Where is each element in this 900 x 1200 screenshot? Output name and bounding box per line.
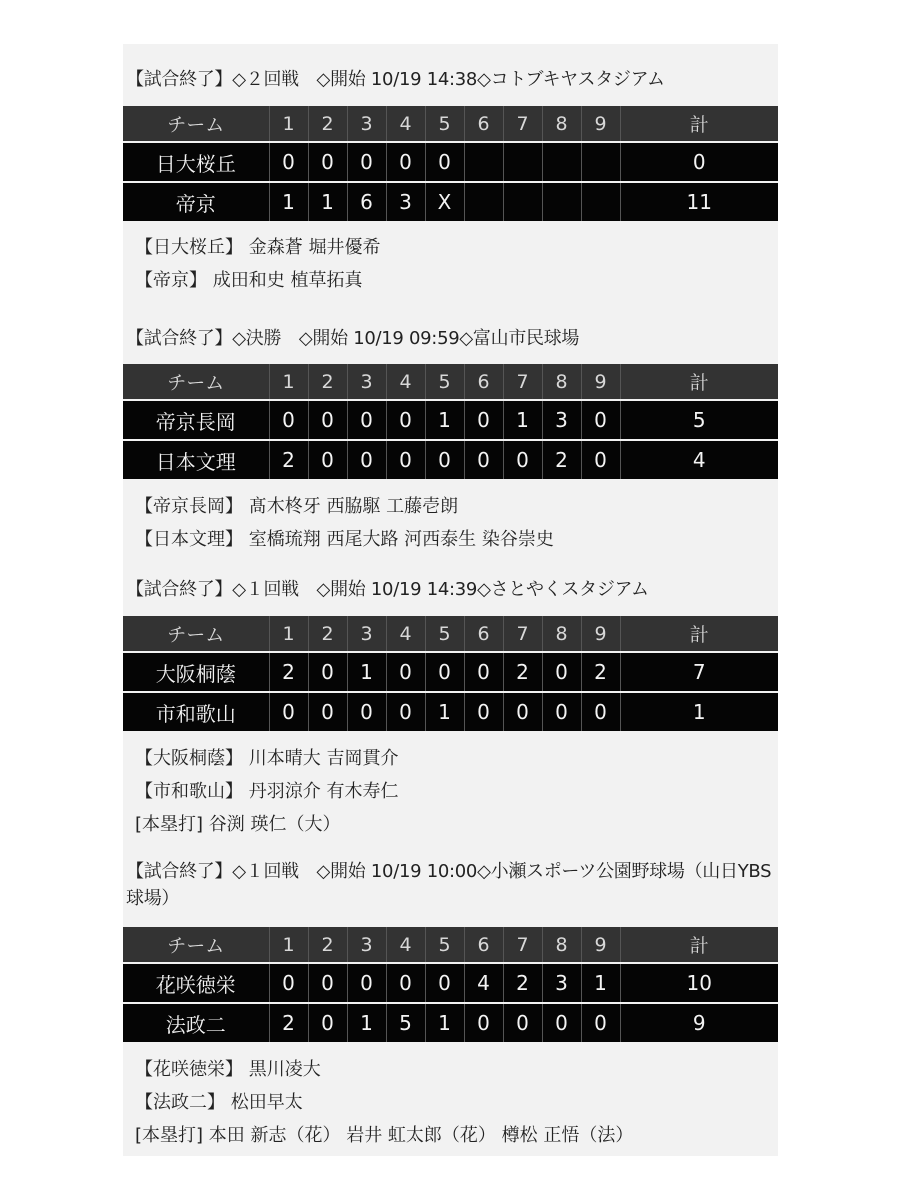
inning-score: 0: [425, 440, 464, 479]
inning-score: 2: [269, 440, 308, 479]
header-inning: 6: [464, 616, 503, 652]
game-header: 【試合終了】◇１回戦 ◇開始 10/19 10:00◇小瀬スポーツ公園野球場（山日YBS球場）: [126, 861, 772, 909]
total-score: 4: [620, 440, 778, 479]
inning-score: 0: [425, 652, 464, 692]
players-list: [123, 1053, 778, 1152]
header-total: 計: [620, 616, 778, 652]
inning-score: 0: [464, 400, 503, 440]
team-row: [123, 692, 778, 731]
inning-score: 0: [308, 400, 347, 440]
inning-score: 0: [308, 142, 347, 182]
team-name: 大阪桐蔭: [123, 652, 269, 692]
players-line: [本塁打] 本田 新志（花） 岩井 虹太郎（花） 樽松 正悟（法）: [135, 1125, 634, 1146]
header-inning: 1: [269, 106, 308, 142]
inning-score: 1: [581, 963, 620, 1003]
inning-score: 0: [347, 692, 386, 731]
inning-score: 0: [386, 142, 425, 182]
inning-score: 0: [581, 1003, 620, 1042]
header-team: チーム: [123, 364, 269, 400]
team-row: [123, 963, 778, 1003]
header-inning: 7: [503, 106, 542, 142]
team-name: 市和歌山: [123, 692, 269, 731]
players-line: 【市和歌山】 丹羽涼介 有木寿仁: [135, 781, 399, 802]
inning-score: 5: [386, 1003, 425, 1042]
team-row: [123, 440, 778, 479]
inning-score: 0: [386, 440, 425, 479]
header-inning: 6: [464, 927, 503, 963]
header-inning: 4: [386, 616, 425, 652]
inning-score: 0: [581, 692, 620, 731]
team-row: [123, 400, 778, 440]
header-inning: 2: [308, 616, 347, 652]
header-inning: 8: [542, 364, 581, 400]
inning-score: X: [425, 182, 464, 221]
game-card: [123, 325, 778, 352]
scoreboard-header-row: [123, 364, 778, 400]
header-inning: 4: [386, 364, 425, 400]
players-line: 【法政二】 松田早太: [135, 1092, 303, 1113]
inning-score: 0: [347, 440, 386, 479]
inning-score: 1: [269, 182, 308, 221]
team-row: [123, 182, 778, 221]
inning-score: 0: [308, 440, 347, 479]
players-list: [123, 231, 778, 297]
game-header: 【試合終了】◇決勝 ◇開始 10/19 09:59◇富山市民球場: [126, 328, 580, 349]
total-score: 10: [620, 963, 778, 1003]
header-inning: 6: [464, 106, 503, 142]
game-card: [123, 858, 778, 912]
scoreboard-table: [123, 106, 778, 221]
players-line: 【大阪桐蔭】 川本晴大 吉岡貫介: [135, 748, 399, 769]
scores-panel: [123, 44, 778, 1156]
game-header: 【試合終了】◇１回戦 ◇開始 10/19 14:39◇さとやくスタジアム: [126, 579, 649, 600]
team-name: 帝京: [123, 182, 269, 221]
players-line: [本塁打] 谷渕 瑛仁（大）: [135, 814, 341, 835]
inning-score: 1: [347, 652, 386, 692]
header-inning: 8: [542, 616, 581, 652]
inning-score: [464, 142, 503, 182]
header-inning: 3: [347, 364, 386, 400]
header-inning: 9: [581, 616, 620, 652]
inning-score: 0: [386, 400, 425, 440]
players-line: 【日大桜丘】 金森蒼 堀井優希: [135, 237, 381, 258]
header-total: 計: [620, 364, 778, 400]
header-inning: 4: [386, 106, 425, 142]
scoreboard-table: [123, 364, 778, 479]
inning-score: 2: [542, 440, 581, 479]
header-inning: 9: [581, 927, 620, 963]
inning-score: 0: [308, 692, 347, 731]
header-inning: 5: [425, 106, 464, 142]
team-name: 日本文理: [123, 440, 269, 479]
inning-score: [542, 182, 581, 221]
players-line: 【花咲徳栄】 黒川凌大: [135, 1059, 321, 1080]
inning-score: 1: [425, 692, 464, 731]
header-inning: 8: [542, 106, 581, 142]
inning-score: 1: [347, 1003, 386, 1042]
inning-score: [581, 182, 620, 221]
scoreboard-header-row: [123, 106, 778, 142]
header-inning: 9: [581, 364, 620, 400]
header-inning: 9: [581, 106, 620, 142]
inning-score: 0: [464, 1003, 503, 1042]
game-card: [123, 66, 778, 93]
inning-score: [542, 142, 581, 182]
inning-score: 1: [308, 182, 347, 221]
inning-score: 0: [542, 1003, 581, 1042]
total-score: 9: [620, 1003, 778, 1042]
inning-score: 0: [269, 963, 308, 1003]
inning-score: 0: [386, 652, 425, 692]
players-line: 【帝京長岡】 髙木柊牙 西脇駆 工藤壱朗: [135, 496, 459, 517]
players-list: [123, 490, 778, 556]
inning-score: 1: [425, 1003, 464, 1042]
inning-score: 0: [464, 440, 503, 479]
inning-score: 0: [386, 692, 425, 731]
header-team: チーム: [123, 106, 269, 142]
inning-score: [503, 142, 542, 182]
header-inning: 7: [503, 616, 542, 652]
inning-score: 2: [269, 652, 308, 692]
inning-score: 0: [464, 692, 503, 731]
header-inning: 2: [308, 106, 347, 142]
inning-score: 0: [269, 692, 308, 731]
total-score: 7: [620, 652, 778, 692]
header-inning: 1: [269, 616, 308, 652]
header-inning: 7: [503, 364, 542, 400]
inning-score: 0: [347, 142, 386, 182]
inning-score: 0: [386, 963, 425, 1003]
total-score: 11: [620, 182, 778, 221]
header-inning: 3: [347, 927, 386, 963]
inning-score: 2: [581, 652, 620, 692]
inning-score: 2: [269, 1003, 308, 1042]
inning-score: 0: [347, 963, 386, 1003]
header-inning: 8: [542, 927, 581, 963]
inning-score: 0: [308, 652, 347, 692]
inning-score: 3: [542, 400, 581, 440]
inning-score: 1: [503, 400, 542, 440]
total-score: 5: [620, 400, 778, 440]
inning-score: 0: [347, 400, 386, 440]
players-line: 【日本文理】 室橋琉翔 西尾大路 河西泰生 染谷崇史: [135, 529, 554, 550]
header-inning: 5: [425, 616, 464, 652]
game-card: [123, 576, 778, 603]
scoreboard-table: [123, 616, 778, 731]
inning-score: 0: [581, 440, 620, 479]
total-score: 1: [620, 692, 778, 731]
scoreboard-header-row: [123, 927, 778, 963]
inning-score: 0: [425, 963, 464, 1003]
team-name: 帝京長岡: [123, 400, 269, 440]
inning-score: 0: [503, 1003, 542, 1042]
header-inning: 2: [308, 927, 347, 963]
inning-score: 6: [347, 182, 386, 221]
team-row: [123, 142, 778, 182]
team-row: [123, 652, 778, 692]
inning-score: 0: [269, 400, 308, 440]
total-score: 0: [620, 142, 778, 182]
inning-score: [503, 182, 542, 221]
scoreboard-header-row: [123, 616, 778, 652]
inning-score: 4: [464, 963, 503, 1003]
players-line: 【帝京】 成田和史 植草拓真: [135, 270, 363, 291]
header-inning: 5: [425, 364, 464, 400]
inning-score: 2: [503, 652, 542, 692]
team-name: 日大桜丘: [123, 142, 269, 182]
team-row: [123, 1003, 778, 1042]
header-team: チーム: [123, 927, 269, 963]
inning-score: 3: [386, 182, 425, 221]
header-inning: 6: [464, 364, 503, 400]
inning-score: 1: [425, 400, 464, 440]
inning-score: 0: [308, 1003, 347, 1042]
inning-score: 2: [503, 963, 542, 1003]
inning-score: [464, 182, 503, 221]
header-inning: 1: [269, 927, 308, 963]
players-list: [123, 742, 778, 841]
header-team: チーム: [123, 616, 269, 652]
header-inning: 3: [347, 106, 386, 142]
inning-score: 0: [581, 400, 620, 440]
header-inning: 7: [503, 927, 542, 963]
inning-score: 0: [503, 440, 542, 479]
header-inning: 3: [347, 616, 386, 652]
inning-score: 0: [425, 142, 464, 182]
header-total: 計: [620, 106, 778, 142]
inning-score: [581, 142, 620, 182]
scoreboard-table: [123, 927, 778, 1042]
inning-score: 0: [542, 652, 581, 692]
inning-score: 0: [464, 652, 503, 692]
inning-score: 0: [308, 963, 347, 1003]
team-name: 花咲徳栄: [123, 963, 269, 1003]
header-inning: 5: [425, 927, 464, 963]
header-inning: 4: [386, 927, 425, 963]
header-total: 計: [620, 927, 778, 963]
inning-score: 0: [542, 692, 581, 731]
inning-score: 0: [503, 692, 542, 731]
header-inning: 1: [269, 364, 308, 400]
inning-score: 3: [542, 963, 581, 1003]
header-inning: 2: [308, 364, 347, 400]
team-name: 法政二: [123, 1003, 269, 1042]
game-header: 【試合終了】◇２回戦 ◇開始 10/19 14:38◇コトブキヤスタジアム: [126, 69, 665, 90]
inning-score: 0: [269, 142, 308, 182]
